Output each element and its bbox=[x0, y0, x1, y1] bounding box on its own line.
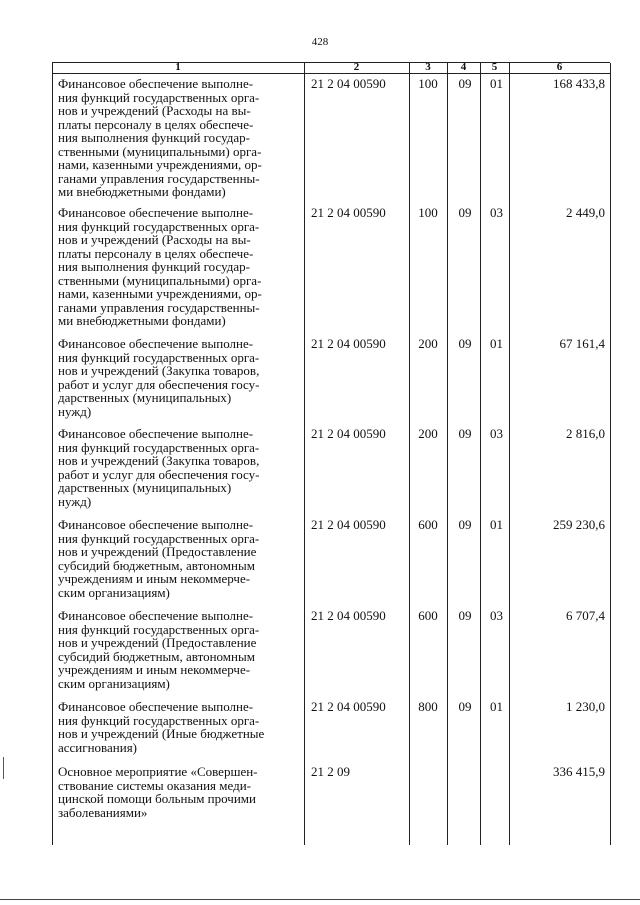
row-code: 21 2 04 00590 bbox=[311, 205, 386, 220]
row-section: 09 bbox=[458, 336, 472, 351]
column-header: 4 bbox=[460, 61, 467, 73]
column-header: 1 bbox=[175, 61, 181, 73]
row-code: 21 2 04 00590 bbox=[311, 699, 386, 714]
column-header: 3 bbox=[425, 61, 431, 73]
column-header: 6 bbox=[556, 61, 563, 73]
row-section: 09 bbox=[458, 76, 472, 91]
row-amount: 67 161,4 bbox=[559, 336, 605, 351]
row-description: Финансовое обеспечение выполне- ния функций государственных орга- нов и учреждений (Расходы на вы- платы персоналу в целях обеспече- ния выполнения функций государ- ственными (муниципальными) орга- нами, казенными учреждениями, ор- ганами управления государственны- ми внебюджетными фондами) bbox=[58, 205, 262, 328]
row-subsection: 03 bbox=[490, 205, 503, 220]
column-rule bbox=[304, 63, 305, 845]
row-subsection: 01 bbox=[490, 76, 503, 91]
column-rule bbox=[447, 63, 448, 845]
column-rule bbox=[610, 63, 611, 845]
row-description: Финансовое обеспечение выполне- ния функций государственных орга- нов и учреждений (Закупка товаров, работ и услуг для обеспечения госу- дарственных (муниципальных) нужд) bbox=[58, 336, 260, 419]
row-section: 09 bbox=[458, 205, 472, 220]
row-amount: 6 707,4 bbox=[566, 608, 605, 623]
row-subsection: 03 bbox=[490, 426, 503, 441]
row-amount: 168 433,8 bbox=[553, 76, 605, 91]
row-description: Финансовое обеспечение выполне- ния функций государственных орга- нов и учреждений (Иные бюджетные ассигнования) bbox=[58, 699, 265, 755]
column-header: 2 bbox=[353, 61, 360, 73]
row-amount: 1 230,0 bbox=[566, 699, 605, 714]
header-bottom-rule bbox=[52, 73, 610, 74]
row-expense-type: 200 bbox=[418, 336, 438, 351]
row-code: 21 2 09 bbox=[311, 764, 350, 779]
row-code: 21 2 04 00590 bbox=[311, 608, 386, 623]
row-subsection: 01 bbox=[490, 336, 503, 351]
row-section: 09 bbox=[458, 426, 472, 441]
row-description: Финансовое обеспечение выполне- ния функций государственных орга- нов и учреждений (Расходы на вы- платы персоналу в целях обеспече- ния выполнения функций государ- ственными (муниципальными) орга- нами, казенными учреждениями, ор- ганами управления государственны- ми внебюджетными фондами) bbox=[58, 76, 262, 199]
row-amount: 259 230,6 bbox=[553, 517, 605, 532]
column-rule bbox=[509, 63, 510, 845]
row-code: 21 2 04 00590 bbox=[311, 517, 386, 532]
scan-edge-mark bbox=[3, 757, 4, 779]
row-code: 21 2 04 00590 bbox=[311, 76, 386, 91]
page-number: 428 bbox=[311, 36, 329, 48]
row-subsection: 03 bbox=[490, 608, 503, 623]
row-section: 09 bbox=[458, 699, 472, 714]
column-rule bbox=[480, 63, 481, 845]
row-description: Финансовое обеспечение выполне- ния функций государственных орга- нов и учреждений (Предоставление субсидий бюджетным, автономным учреждениям и иным некоммерче- ским организациям) bbox=[58, 517, 260, 600]
row-code: 21 2 04 00590 bbox=[311, 336, 386, 351]
row-amount: 2 816,0 bbox=[566, 426, 605, 441]
row-expense-type: 600 bbox=[418, 517, 438, 532]
column-rule bbox=[52, 63, 53, 845]
row-subsection: 01 bbox=[490, 517, 503, 532]
row-expense-type: 600 bbox=[418, 608, 438, 623]
row-amount: 2 449,0 bbox=[566, 205, 605, 220]
row-expense-type: 100 bbox=[418, 205, 438, 220]
row-section: 09 bbox=[458, 517, 472, 532]
row-description: Финансовое обеспечение выполне- ния функций государственных орга- нов и учреждений (Закупка товаров, работ и услуг для обеспечения госу- дарственных (муниципальных) нужд) bbox=[58, 426, 260, 509]
row-section: 09 bbox=[458, 608, 472, 623]
row-subsection: 01 bbox=[490, 699, 503, 714]
column-rule bbox=[409, 63, 410, 845]
row-code: 21 2 04 00590 bbox=[311, 426, 386, 441]
column-header: 5 bbox=[491, 61, 498, 73]
scan-bottom-edge bbox=[0, 899, 640, 900]
row-description: Финансовое обеспечение выполне- ния функций государственных орга- нов и учреждений (Предоставление субсидий бюджетным, автономным учреждениям и иным некоммерче- ским организациям) bbox=[58, 608, 260, 691]
row-expense-type: 100 bbox=[418, 76, 438, 91]
row-expense-type: 200 bbox=[418, 426, 438, 441]
row-expense-type: 800 bbox=[418, 699, 438, 714]
row-amount: 336 415,9 bbox=[553, 764, 605, 779]
row-description: Основное мероприятие «Совершен- ствование системы оказания меди- цинской помощи больным прочими заболеваниями» bbox=[58, 764, 258, 820]
